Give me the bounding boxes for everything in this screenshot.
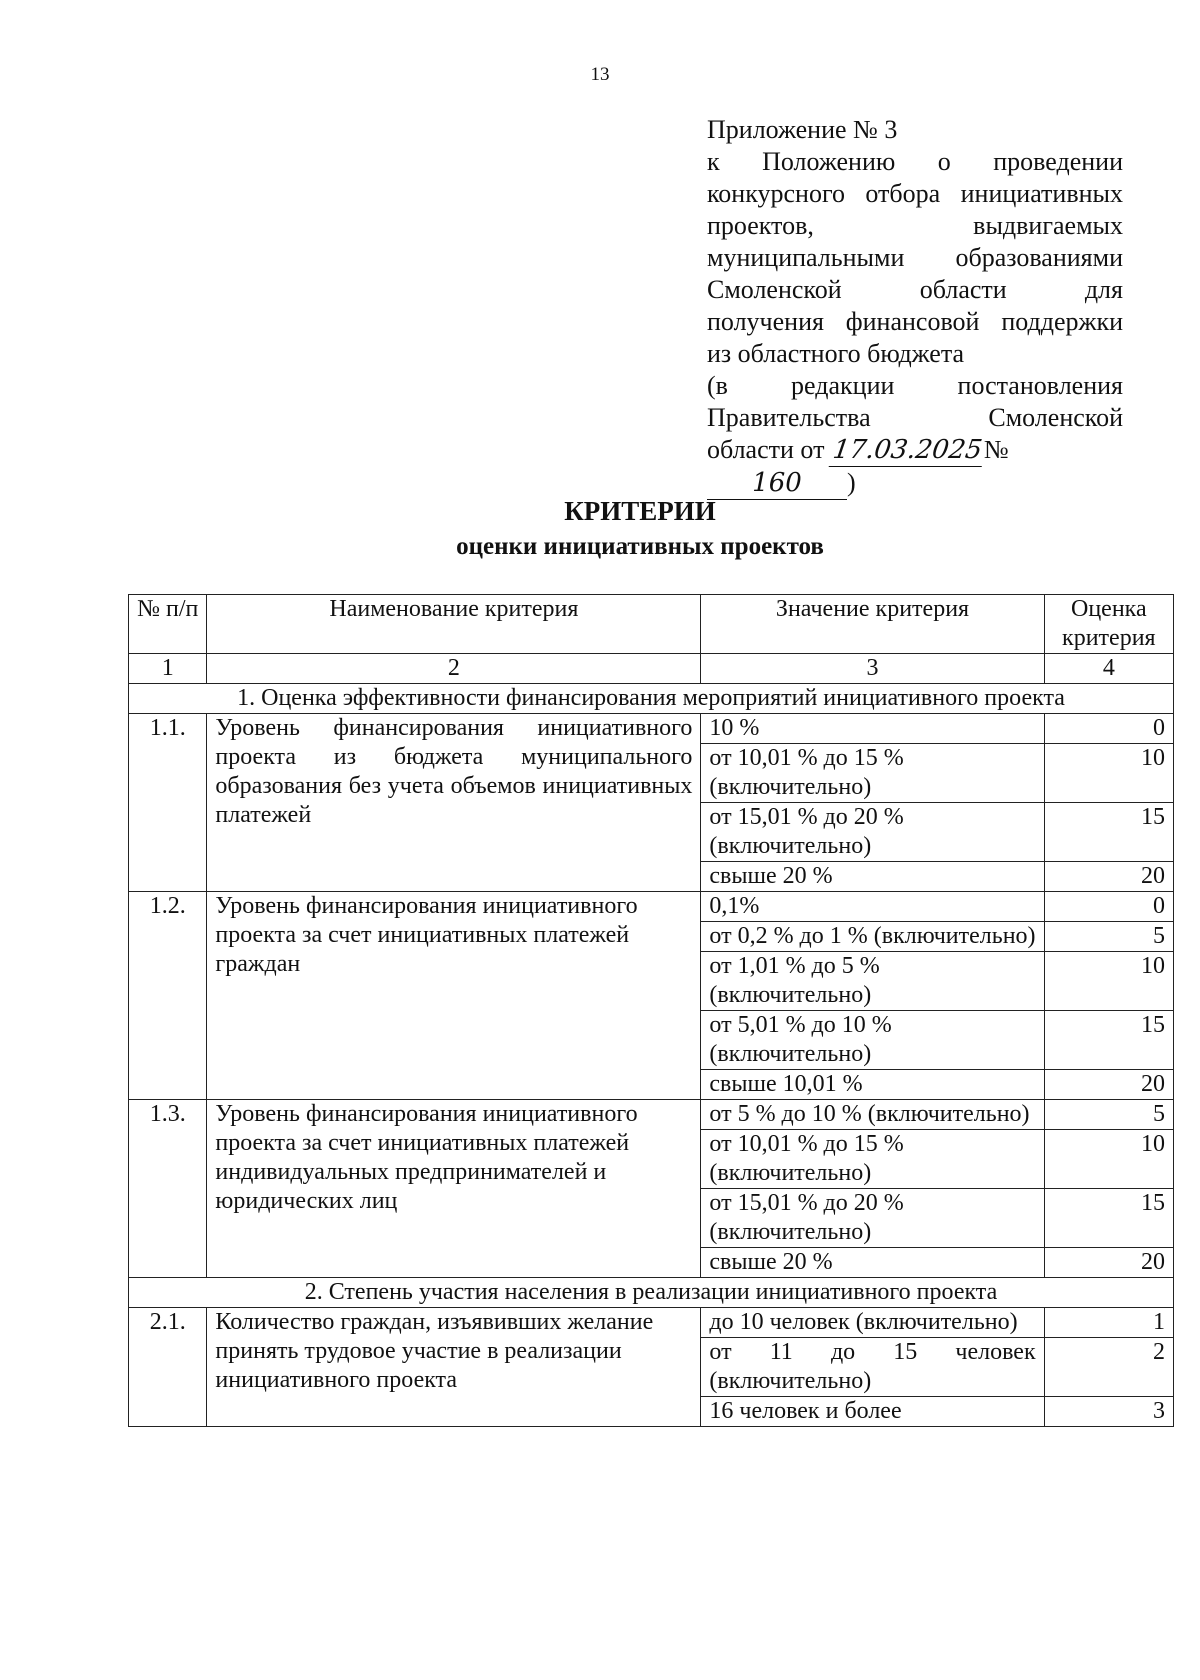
criterion-score: 5 bbox=[1044, 1100, 1173, 1130]
number-sign: № bbox=[983, 435, 1009, 464]
criterion-value: от 10,01 % до 15 % (включительно) bbox=[701, 744, 1044, 803]
criterion-value: свыше 20 % bbox=[701, 862, 1044, 892]
appendix-block bbox=[707, 114, 1123, 500]
criterion-value: от 0,2 % до 1 % (включительно) bbox=[701, 922, 1044, 952]
appendix-line: проектов, выдвигаемых bbox=[707, 211, 1123, 240]
appendix-line: из областного бюджета bbox=[707, 339, 965, 368]
criterion-score: 0 bbox=[1044, 714, 1173, 744]
table-row bbox=[129, 1308, 1174, 1338]
appendix-line: получения финансовой поддержки bbox=[707, 307, 1123, 336]
table-row bbox=[129, 714, 1174, 744]
criterion-name: Уровень финансирования инициативного проекта за счет инициативных платежей граждан bbox=[207, 892, 701, 1100]
criterion-value: свыше 10,01 % bbox=[701, 1070, 1044, 1100]
criteria-table bbox=[128, 594, 1174, 1427]
criterion-number: 1.1. bbox=[129, 714, 207, 892]
criterion-score: 15 bbox=[1044, 1189, 1173, 1248]
handwritten-number: 160 bbox=[707, 467, 847, 500]
criterion-value: 16 человек и более bbox=[701, 1397, 1044, 1427]
criterion-score: 1 bbox=[1044, 1308, 1173, 1338]
criterion-value: свыше 20 % bbox=[701, 1248, 1044, 1278]
header-cell: Наименование критерия bbox=[207, 595, 701, 654]
criterion-number: 1.2. bbox=[129, 892, 207, 1100]
criterion-value: от 5,01 % до 10 % (включительно) bbox=[701, 1011, 1044, 1070]
criterion-score: 10 bbox=[1044, 952, 1173, 1011]
appendix-line: муниципальными образованиями bbox=[707, 243, 1123, 272]
document-subtitle: оценки инициативных проектов bbox=[456, 533, 824, 560]
criterion-score: 5 bbox=[1044, 922, 1173, 952]
column-number-row bbox=[129, 654, 1174, 684]
appendix-line: Правительства Смоленской bbox=[707, 403, 1123, 432]
appendix-line: к Положению о проведении bbox=[707, 147, 1123, 176]
section-row bbox=[129, 1278, 1174, 1308]
criterion-score: 10 bbox=[1044, 744, 1173, 803]
criterion-score: 2 bbox=[1044, 1338, 1173, 1397]
document-title: КРИТЕРИИ bbox=[564, 496, 716, 526]
criterion-value: 0,1% bbox=[701, 892, 1044, 922]
criterion-value: 10 % bbox=[701, 714, 1044, 744]
criterion-value: до 10 человек (включительно) bbox=[701, 1308, 1044, 1338]
column-number: 3 bbox=[701, 654, 1044, 684]
criterion-score: 10 bbox=[1044, 1130, 1173, 1189]
appendix-line: области от bbox=[707, 435, 825, 464]
header-cell: Значение критерия bbox=[701, 595, 1044, 654]
criterion-value: от 10,01 % до 15 % (включительно) bbox=[701, 1130, 1044, 1189]
section-row bbox=[129, 684, 1174, 714]
column-number: 2 bbox=[207, 654, 701, 684]
section-heading: 1. Оценка эффективности финансирования мероприятий инициативного проекта bbox=[129, 684, 1174, 714]
criterion-score: 20 bbox=[1044, 1070, 1173, 1100]
criterion-value: от 15,01 % до 20 % (включительно) bbox=[701, 803, 1044, 862]
column-number: 1 bbox=[129, 654, 207, 684]
criterion-number: 1.3. bbox=[129, 1100, 207, 1278]
appendix-line: (в редакции постановления bbox=[707, 371, 1123, 400]
appendix-signature-line bbox=[707, 434, 1123, 500]
section-heading: 2. Степень участия населения в реализации инициативного проекта bbox=[129, 1278, 1174, 1308]
criterion-value: от 5 % до 10 % (включительно) bbox=[701, 1100, 1044, 1130]
criterion-score: 15 bbox=[1044, 803, 1173, 862]
criterion-name: Уровень финансирования инициативного проекта за счет инициативных платежей индивидуальных предпринимателей и юридических лиц bbox=[207, 1100, 701, 1278]
header-cell: № п/п bbox=[129, 595, 207, 654]
criterion-value: от 1,01 % до 5 % (включительно) bbox=[701, 952, 1044, 1011]
closing-paren: ) bbox=[847, 468, 856, 497]
appendix-line: Приложение № 3 bbox=[707, 115, 898, 144]
criterion-name: Количество граждан, изъявивших желание принять трудовое участие в реализации инициативного проекта bbox=[207, 1308, 701, 1427]
header-row bbox=[129, 595, 1174, 654]
header-cell: Оценка критерия bbox=[1044, 595, 1173, 654]
criterion-value: от 15,01 % до 20 % (включительно) bbox=[701, 1189, 1044, 1248]
appendix-line: конкурсного отбора инициативных bbox=[707, 179, 1123, 208]
criterion-value: от 11 до 15 человек (включительно) bbox=[701, 1338, 1044, 1397]
criterion-score: 20 bbox=[1044, 862, 1173, 892]
criterion-name: Уровень финансирования инициативного проекта из бюджета муниципального образования без учета объемов инициативных платежей bbox=[207, 714, 701, 892]
criterion-score: 20 bbox=[1044, 1248, 1173, 1278]
column-number: 4 bbox=[1044, 654, 1173, 684]
appendix-line: Смоленской области для bbox=[707, 275, 1123, 304]
handwritten-date: 17.03.2025 bbox=[829, 434, 987, 467]
page-number: 13 bbox=[590, 64, 610, 85]
criterion-score: 3 bbox=[1044, 1397, 1173, 1427]
table-row bbox=[129, 1100, 1174, 1130]
criterion-number: 2.1. bbox=[129, 1308, 207, 1427]
criterion-score: 0 bbox=[1044, 892, 1173, 922]
criterion-score: 15 bbox=[1044, 1011, 1173, 1070]
table-row bbox=[129, 892, 1174, 922]
